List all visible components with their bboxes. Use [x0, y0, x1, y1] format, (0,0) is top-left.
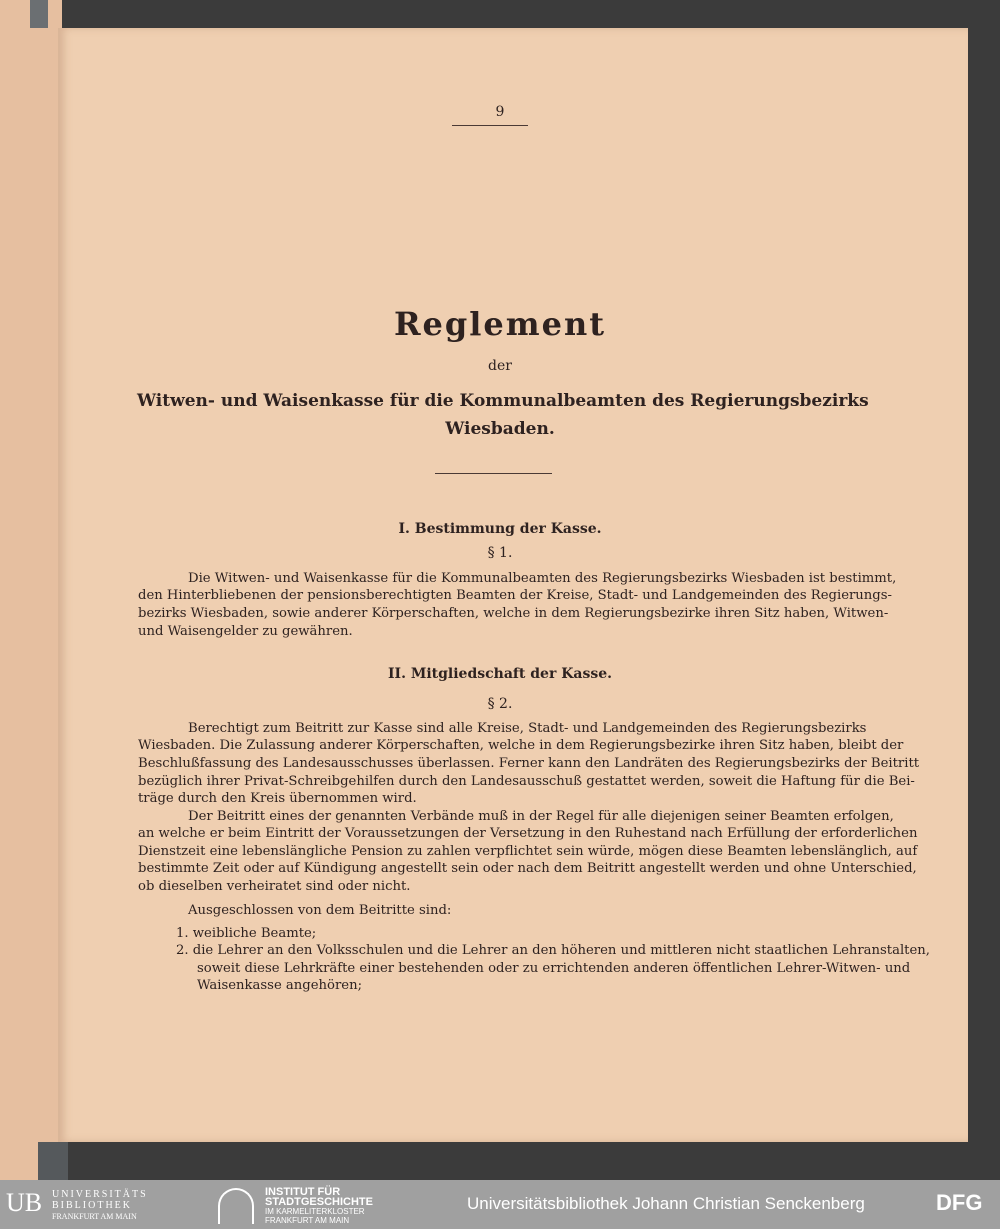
binding-spine-bottom — [38, 1142, 68, 1180]
library-name[interactable]: Universitätsbibliothek Johann Christian Senckenberg — [467, 1194, 865, 1213]
list-item: 1. weibliche Beamte; — [176, 926, 317, 941]
ub-logo[interactable]: UB — [6, 1188, 43, 1217]
facing-page-edge — [0, 0, 62, 1180]
dfg-logo[interactable]: DFG — [936, 1190, 983, 1215]
binding-spine — [30, 0, 48, 28]
ub-logo-text — [52, 1189, 148, 1222]
text-line: Der Beitritt eines der genannten Verbände muß in der Regel für alle diejenigen seiner Beamten erfolgen, — [188, 809, 894, 824]
text-line: bestimmte Zeit oder auf Kündigung angestellt sein oder nach dem Beitritt angestellt werden und ohne Unterschied, — [138, 861, 917, 876]
text-line: Berechtigt zum Beitritt zur Kasse sind alle Kreise, Stadt- und Landgemeinden des Regierungsbezirks — [188, 721, 867, 736]
text-line: Beschlußfassung des Landesausschusses überlassen. Ferner kann den Landräten des Regierungsbezirks der Beitritt — [138, 756, 920, 771]
divider — [435, 473, 552, 474]
text-line: bezirks Wiesbaden, sowie anderer Körperschaften, welche in dem Regierungsbezirke ihren Sitz haben, Witwen- — [138, 606, 889, 621]
document-title: Reglement — [393, 305, 607, 343]
text-line: Die Witwen- und Waisenkasse für die Kommunalbeamten des Regierungsbezirks Wiesbaden ist bestimmt, — [188, 571, 897, 586]
text-line: bezüglich ihrer Privat-Schreibgehilfen durch den Landesausschuß gestattet werden, soweit die Haftung für die Bei- — [138, 774, 915, 789]
footer-bar — [0, 1180, 1000, 1229]
text-line: Wiesbaden. Die Zulassung anderer Körperschaften, welche in dem Regierungsbezirke ihren Sitz haben, bleibt der — [138, 738, 904, 753]
institut-text-line: IM KARMELITERKLOSTER — [265, 1207, 365, 1216]
ub-text-line: BIBLIOTHEK — [52, 1200, 132, 1211]
text-line: Ausgeschlossen von dem Beitritte sind: — [188, 903, 452, 918]
text-line: und Waisengelder zu gewähren. — [138, 624, 353, 639]
title-connector: der — [488, 358, 512, 374]
page-number-rule — [452, 125, 528, 126]
section-heading: II. Mitgliedschaft der Kasse. — [388, 666, 612, 682]
ub-text-line: FRANKFURT AM MAIN — [52, 1212, 137, 1221]
list-item: 2. die Lehrer an den Volksschulen und die Lehrer an den höheren und mittleren nicht staatlichen Lehranstalten, — [176, 943, 930, 958]
institut-arch-icon — [218, 1188, 254, 1224]
ub-text-line: UNIVERSITÄTS — [52, 1189, 148, 1200]
subtitle-line: Wiesbaden. — [445, 419, 555, 439]
paragraph-sign: § 1. — [487, 545, 513, 561]
institut-text-line: STADTGESCHICHTE — [265, 1196, 373, 1208]
text-line: an welche er beim Eintritt der Voraussetzungen der Versetzung in den Ruhestand nach Erfüllung der erforderlichen — [138, 826, 918, 841]
section-heading: I. Bestimmung der Kasse. — [398, 521, 602, 537]
text-line: Dienstzeit eine lebenslängliche Pension zu zahlen verpflichtet sein würde, mögen diese Beamten lebenslänglich, auf — [138, 844, 918, 859]
institut-text-line: INSTITUT FÜR — [265, 1186, 341, 1198]
page-number: 9 — [495, 104, 505, 120]
list-item-continuation: soweit diese Lehrkräfte einer bestehenden oder zu errichtenden anderen öffentlichen Lehrer-Witwen- und — [197, 961, 911, 976]
paragraph-sign: § 2. — [487, 696, 513, 712]
institut-text-line: FRANKFURT AM MAIN — [265, 1216, 350, 1225]
list-item-continuation: Waisenkasse angehören; — [197, 978, 363, 993]
text-line: den Hinterbliebenen der pensionsberechtigten Beamten der Kreise, Stadt- und Landgemeinden des Regierungs- — [138, 588, 892, 603]
institut-logo[interactable] — [265, 1187, 373, 1225]
text-line: träge durch den Kreis übernommen wird. — [138, 791, 417, 806]
subtitle-line: Witwen- und Waisenkasse für die Kommunalbeamten des Regierungsbezirks — [137, 391, 869, 411]
text-line: ob dieselben verheiratet sind oder nicht. — [138, 879, 411, 894]
